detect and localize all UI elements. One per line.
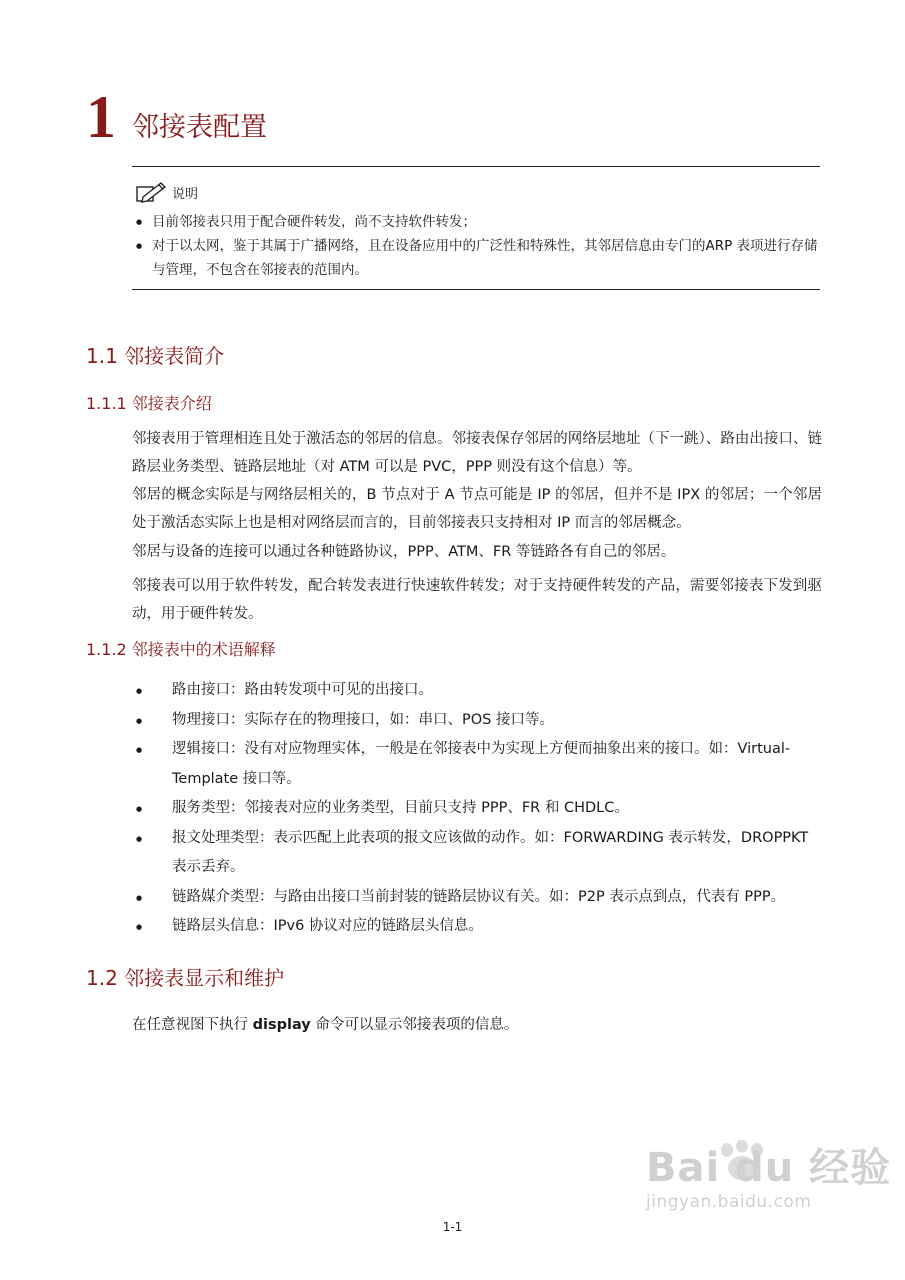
term-item: ● 链路媒介类型：与路由出接口当前封装的链路层协议有关。如：P2P 表示点到点，代表有 PPP。: [132, 883, 824, 913]
note-pencil-icon: [134, 180, 168, 204]
term-item: ● 路由接口：路由转发项中可见的出接口。: [132, 676, 824, 706]
note-top-rule: [132, 166, 820, 167]
paragraph-display-command: [132, 1011, 822, 1039]
section-heading-1-2: 1.2 邻接表显示和维护: [86, 966, 285, 990]
chapter-number: 1: [86, 84, 116, 150]
note-label: 说明: [172, 187, 199, 202]
chapter-title: 邻接表配置: [132, 112, 267, 143]
page-number: 1-1: [442, 1220, 463, 1234]
term-item: ● 服务类型：邻接表对应的业务类型，目前只支持 PPP、FR 和 CHDLC。: [132, 794, 824, 824]
text: 在任意视图下执行: [132, 1017, 253, 1033]
watermark-brand: Bai du 经验: [646, 1145, 892, 1191]
note-list: [136, 210, 820, 282]
note-item: ● 对于以太网，鉴于其属于广播网络，且在设备应用中的广泛性和特殊性，其邻居信息由专门的ARP 表项进行存储与管理，不包含在邻接表的范围内。: [136, 234, 820, 282]
watermark: [646, 1145, 891, 1213]
subsection-heading-1-1-2: 1.1.2 邻接表中的术语解释: [86, 640, 276, 659]
paragraph: 邻居与设备的连接可以通过各种链路协议，PPP、ATM、FR 等链路各有自己的邻居。: [132, 544, 676, 560]
text: 命令可以显示邻接表项的信息。: [310, 1017, 519, 1033]
term-item: ● 链路层头信息：IPv6 协议对应的链路层头信息。: [132, 912, 824, 942]
paragraph: 邻接表用于管理相连且处于激活态的邻居的信息。邻接表保存邻居的网络层地址（下一跳）、路由出接口、链路层业务类型、链路层地址（对 ATM 可以是 PVC，PPP 则没有这个信息）等。: [132, 431, 822, 475]
term-item: ● 报文处理类型：表示匹配上此表项的报文应该做的动作。如：FORWARDING 表示转发，DROPPKT 表示丢弃。: [132, 824, 824, 883]
subsection-heading-1-1-1: 1.1.1 邻接表介绍: [86, 394, 212, 413]
command-name: display: [252, 1017, 311, 1033]
section-heading-1-1: 1.1 邻接表简介: [86, 344, 225, 368]
watermark-url: jingyan.baidu.com: [646, 1192, 812, 1212]
paragraph: 邻居的概念实际是与网络层相关的，B 节点对于 A 节点可能是 IP 的邻居，但并不是 IPX 的邻居；一个邻居处于激活态实际上也是相对网络层而言的，目前邻接表只支持相对 IP 而言的邻居概念。: [132, 487, 822, 531]
term-list: [132, 676, 824, 942]
term-item: ● 逻辑接口：没有对应物理实体，一般是在邻接表中为实现上方便而抽象出来的接口。如：Virtual-Template 接口等。: [132, 735, 824, 794]
note-bottom-rule: [132, 289, 820, 290]
term-item: ● 物理接口：实际存在的物理接口，如：串口、POS 接口等。: [132, 706, 824, 736]
note-item: ● 目前邻接表只用于配合硬件转发，尚不支持软件转发；: [136, 210, 820, 234]
paragraph: 邻接表可以用于软件转发，配合转发表进行快速软件转发；对于支持硬件转发的产品，需要邻接表下发到驱动，用于硬件转发。: [132, 578, 822, 622]
